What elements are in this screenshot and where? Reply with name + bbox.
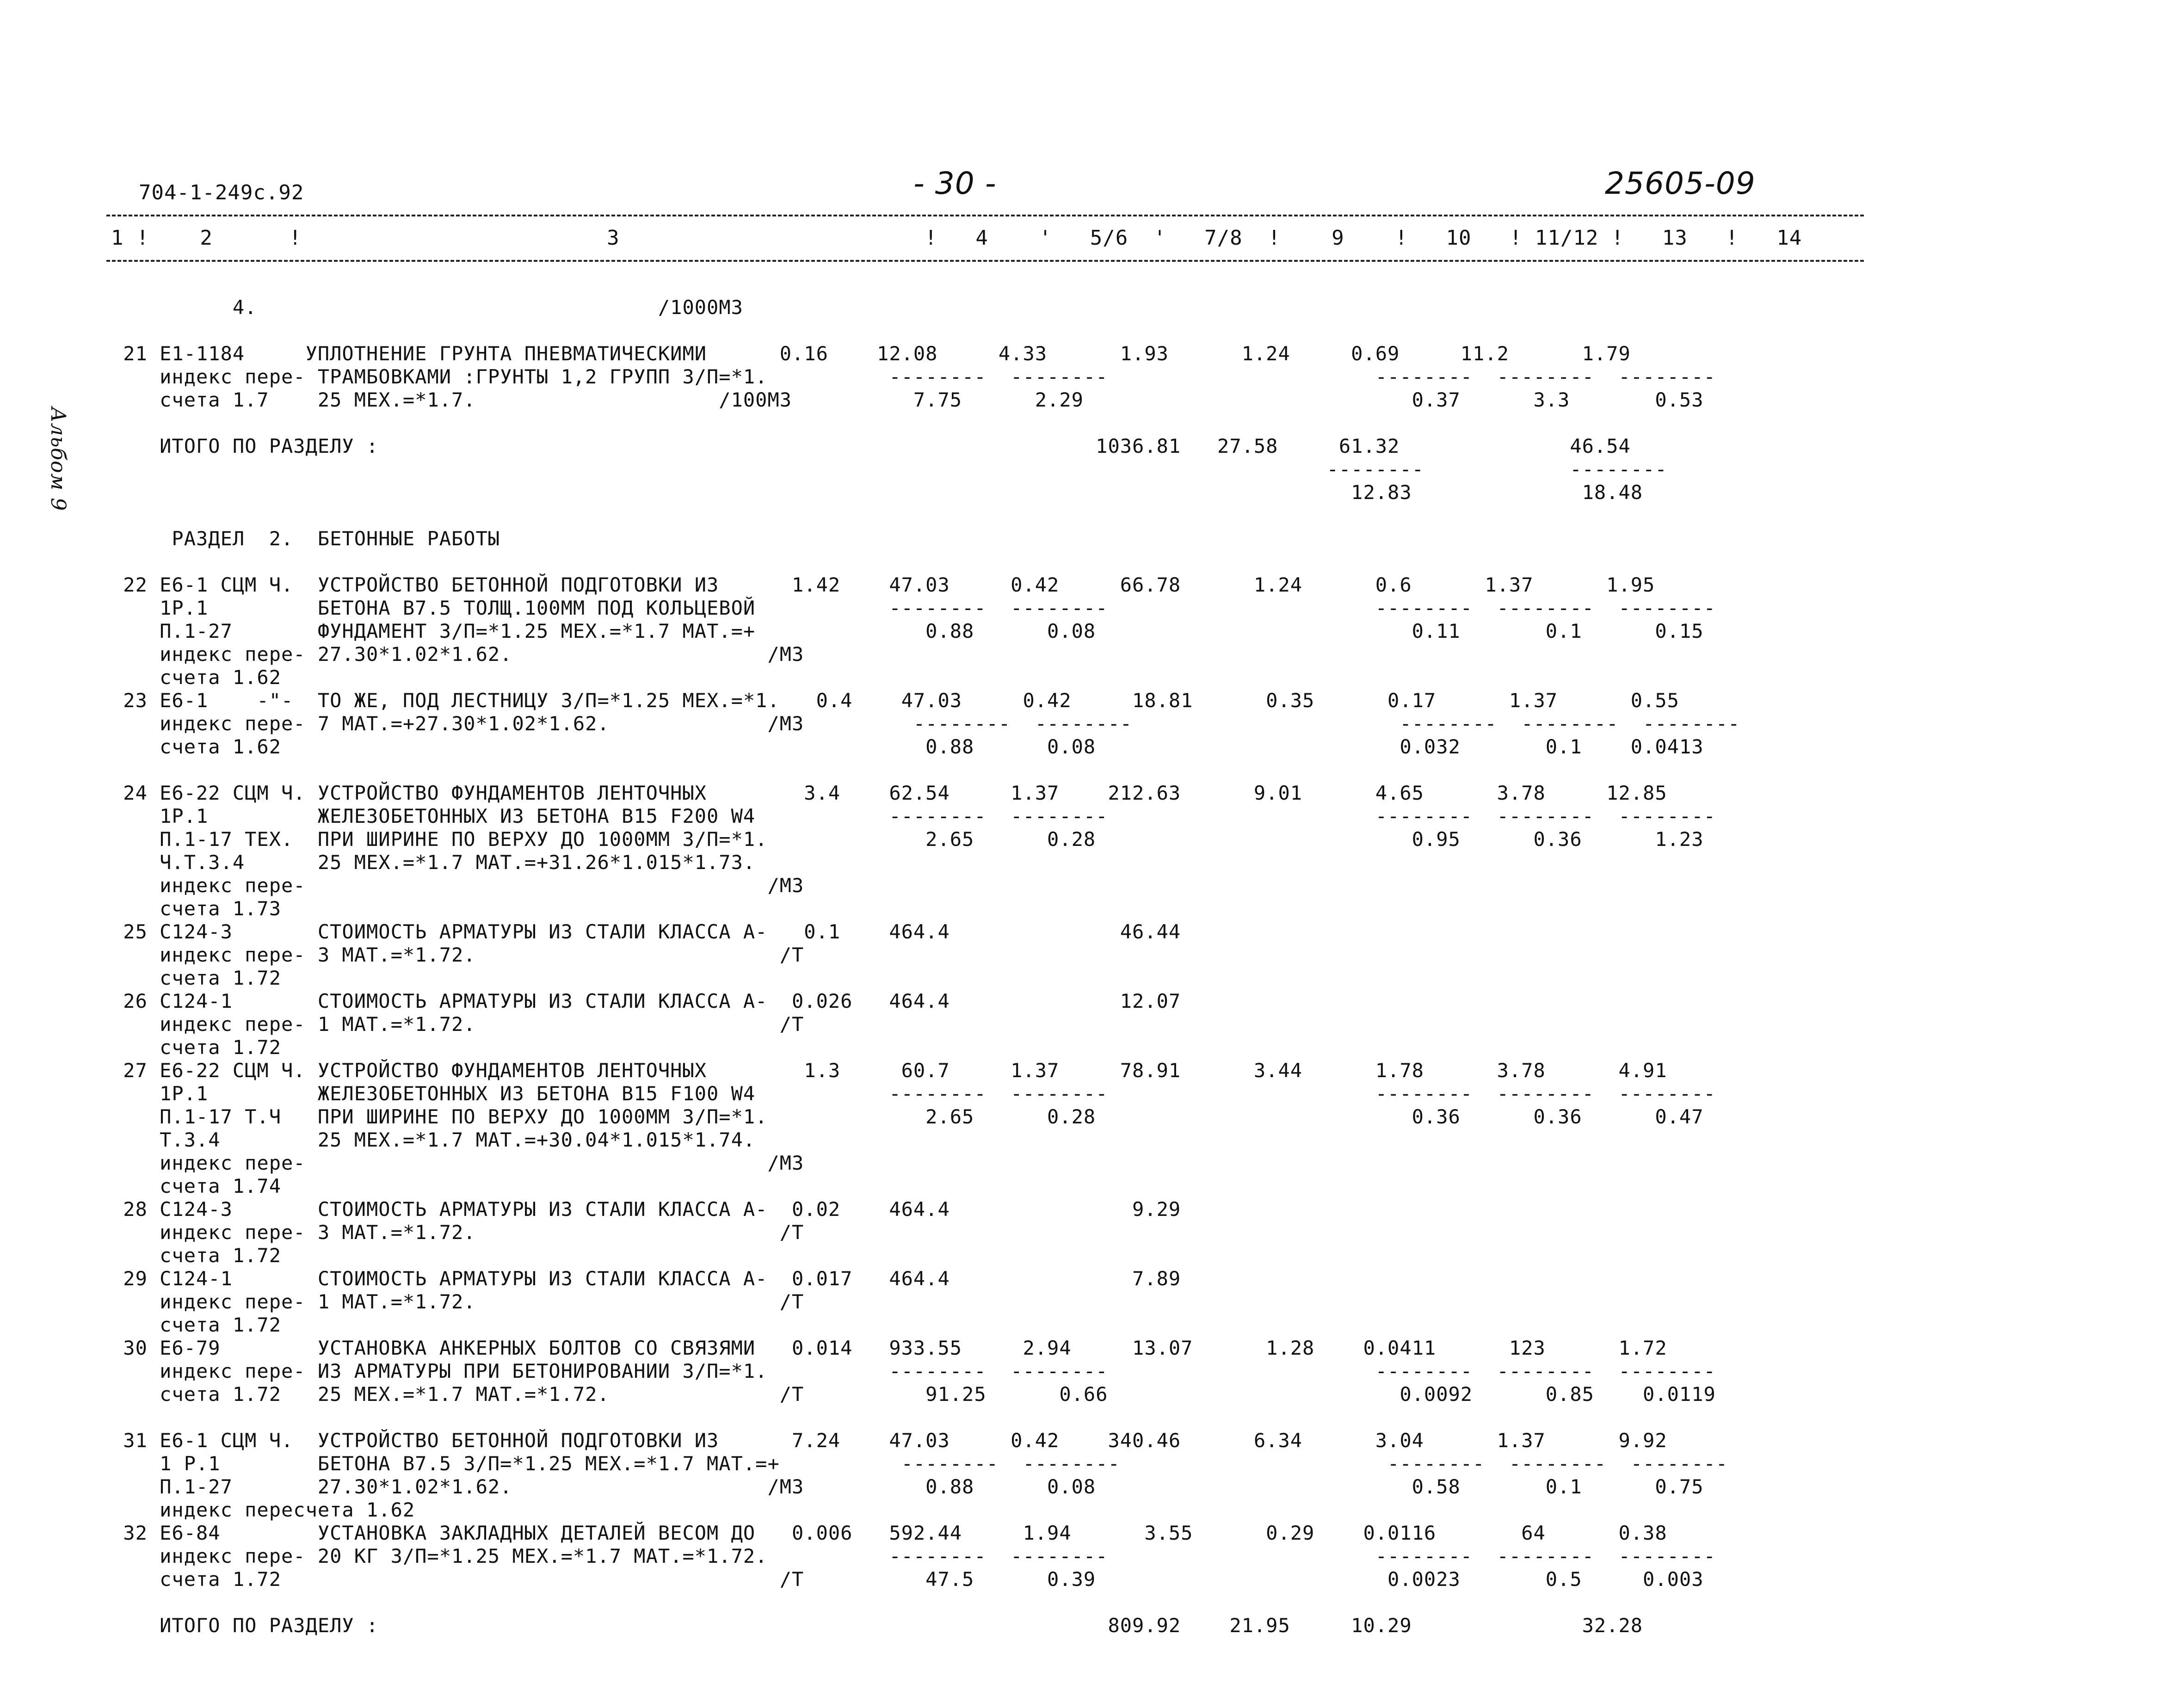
table-row-line: 1 Р.1 БЕТОНА В7.5 З/П=*1.25 МЕХ.=*1.7 МАТ.=+ -------- -------- -------- -------- -------- xyxy=(111,1452,1728,1475)
side-label: Альбом 9 xyxy=(46,407,70,512)
table-row-line: индекс пере- ТРАМБОВКАМИ :ГРУНТЫ 1,2 ГРУПП З/П=*1. -------- -------- -------- -------- -------- xyxy=(111,365,1716,388)
table-row-line: 1Р.1 ЖЕЛЕЗОБЕТОННЫХ ИЗ БЕТОНА В15 F200 W4 -------- -------- -------- -------- -------- xyxy=(111,805,1716,827)
table-row-line: счета 1.72 xyxy=(111,967,282,989)
table-row-line: счета 1.72 xyxy=(111,1036,282,1059)
table-row-line: индекс пере- /М3 xyxy=(111,1152,804,1174)
table-row-line: 32 Е6-84 УСТАНОВКА ЗАКЛАДНЫХ ДЕТАЛЕЙ ВЕСОМ ДО 0.006 592.44 1.94 3.55 0.29 0.0116 64 0.38 xyxy=(111,1522,1667,1544)
table-row-line: П.1-27 ФУНДАМЕНТ З/П=*1.25 МЕХ.=*1.7 МАТ.=+ 0.88 0.08 0.11 0.1 0.15 xyxy=(111,620,1704,642)
table-row-line: 29 С124-1 СТОИМОСТЬ АРМАТУРЫ ИЗ СТАЛИ КЛАССА А- 0.017 464.4 7.89 xyxy=(111,1267,1181,1290)
table-row-line: индекс пере- 1 МАТ.=*1.72. /Т xyxy=(111,1290,804,1313)
table-row-line: счета 1.72 xyxy=(111,1244,282,1267)
table-row-line: -------- -------- xyxy=(111,458,1667,481)
table-row-line: 4. /1000М3 xyxy=(111,296,743,319)
table-row-line: 26 С124-1 СТОИМОСТЬ АРМАТУРЫ ИЗ СТАЛИ КЛАССА А- 0.026 464.4 12.07 xyxy=(111,990,1181,1012)
table-row-line: ИТОГО ПО РАЗДЕЛУ : 1036.81 27.58 61.32 46.54 xyxy=(111,435,1631,457)
table-row-line: счета 1.7 25 МЕХ.=*1.7. /100М3 7.75 2.29 0.37 3.3 0.53 xyxy=(111,388,1704,411)
table-row-line: П.1-17 Т.Ч ПРИ ШИРИНЕ ПО ВЕРХУ ДО 1000ММ З/П=*1. 2.65 0.28 0.36 0.36 0.47 xyxy=(111,1105,1704,1128)
table-row-line: 22 Е6-1 СЦМ Ч. УСТРОЙСТВО БЕТОННОЙ ПОДГОТОВКИ ИЗ 1.42 47.03 0.42 66.78 1.24 0.6 1.37 1.95 xyxy=(111,573,1655,596)
table-row-line: 25 С124-3 СТОИМОСТЬ АРМАТУРЫ ИЗ СТАЛИ КЛАССА А- 0.1 464.4 46.44 xyxy=(111,920,1181,943)
header-rule-bottom xyxy=(106,260,1864,262)
header-rule-top xyxy=(106,215,1864,216)
table-row-line: 1Р.1 БЕТОНА В7.5 ТОЛЩ.100ММ ПОД КОЛЬЦЕВОЙ -------- -------- -------- -------- -------- xyxy=(111,597,1716,619)
table-row-line: Т.3.4 25 МЕХ.=*1.7 МАТ.=+30.04*1.015*1.74. xyxy=(111,1128,756,1151)
table-row-line: 27 Е6-22 СЦМ Ч. УСТРОЙСТВО ФУНДАМЕНТОВ ЛЕНТОЧНЫХ 1.3 60.7 1.37 78.91 3.44 1.78 3.78 4.91 xyxy=(111,1059,1667,1082)
table-row-line: счета 1.72 25 МЕХ.=*1.7 МАТ.=*1.72. /Т 91.25 0.66 0.0092 0.85 0.0119 xyxy=(111,1383,1716,1406)
table-row-line: счета 1.74 xyxy=(111,1175,282,1197)
table-row-line: счета 1.73 xyxy=(111,897,282,920)
table-row-line: П.1-17 ТЕХ. ПРИ ШИРИНЕ ПО ВЕРХУ ДО 1000ММ З/П=*1. 2.65 0.28 0.95 0.36 1.23 xyxy=(111,828,1704,851)
table-row-line: 12.83 18.48 xyxy=(111,481,1643,504)
table-row-line: индекс пере- 1 МАТ.=*1.72. /Т xyxy=(111,1013,804,1036)
table-row-line: Ч.Т.3.4 25 МЕХ.=*1.7 МАТ.=+31.26*1.015*1.73. xyxy=(111,851,756,874)
table-row-line: счета 1.62 0.88 0.08 0.032 0.1 0.0413 xyxy=(111,735,1704,758)
table-row-line: 21 Е1-1184 УПЛОТНЕНИЕ ГРУНТА ПНЕВМАТИЧЕСКИМИ 0.16 12.08 4.33 1.93 1.24 0.69 11.2 1.79 xyxy=(111,342,1631,365)
table-row-line: 1Р.1 ЖЕЛЕЗОБЕТОННЫХ ИЗ БЕТОНА В15 F100 W4 -------- -------- -------- -------- -------- xyxy=(111,1082,1716,1105)
table-row-line: 23 Е6-1 -"- ТО ЖЕ, ПОД ЛЕСТНИЦУ З/П=*1.25 МЕХ.=*1. 0.4 47.03 0.42 18.81 0.35 0.17 1.37 0.55 xyxy=(111,689,1679,712)
table-row-line: 28 С124-3 СТОИМОСТЬ АРМАТУРЫ ИЗ СТАЛИ КЛАССА А- 0.02 464.4 9.29 xyxy=(111,1198,1181,1221)
table-row-line: П.1-27 27.30*1.02*1.62. /М3 0.88 0.08 0.58 0.1 0.75 xyxy=(111,1475,1704,1498)
table-row-line: индекс пере- 27.30*1.02*1.62. /М3 xyxy=(111,643,804,666)
table-row-line: индекс пере- 3 МАТ.=*1.72. /Т xyxy=(111,1221,804,1244)
table-row-line: РАЗДЕЛ 2. БЕТОННЫЕ РАБОТЫ xyxy=(111,527,500,550)
table-row-line: счета 1.72 xyxy=(111,1313,282,1336)
table-row-line: 24 Е6-22 СЦМ Ч. УСТРОЙСТВО ФУНДАМЕНТОВ ЛЕНТОЧНЫХ 3.4 62.54 1.37 212.63 9.01 4.65 3.78 12.85 xyxy=(111,782,1667,804)
table-row-line: счета 1.62 xyxy=(111,666,282,689)
table-row-line: индекс пере- 3 МАТ.=*1.72. /Т xyxy=(111,943,804,966)
table-row-line: индекс пере- /М3 xyxy=(111,874,804,897)
table-row-line: счета 1.72 /Т 47.5 0.39 0.0023 0.5 0.003 xyxy=(111,1568,1704,1591)
page-number: - 30 - xyxy=(913,166,997,201)
table-row-line: индекс пере- ИЗ АРМАТУРЫ ПРИ БЕТОНИРОВАНИИ З/П=*1. -------- -------- -------- -------- -------- xyxy=(111,1360,1716,1382)
stamp-number: 25605-09 xyxy=(1605,166,1756,201)
table-row-line: 30 Е6-79 УСТАНОВКА АНКЕРНЫХ БОЛТОВ СО СВЯЗЯМИ 0.014 933.55 2.94 13.07 1.28 0.0411 123 1.72 xyxy=(111,1337,1667,1359)
column-header-row: 1 ! 2 ! 3 ! 4 ' 5/6 ' 7/8 ! 9 ! 10 ! 11/12 ! 13 ! 14 xyxy=(111,226,1802,250)
table-row-line: ИТОГО ПО РАЗДЕЛУ : 809.92 21.95 10.29 32.28 xyxy=(111,1614,1643,1637)
table-row-line: индекс пере- 7 МАТ.=+27.30*1.02*1.62. /М3 -------- -------- -------- -------- -------- xyxy=(111,712,1740,735)
table-row-line: индекс пере- 20 КГ З/П=*1.25 МЕХ.=*1.7 МАТ.=*1.72. -------- -------- -------- -------- -------- xyxy=(111,1545,1716,1567)
table-row-line: индекс пересчета 1.62 xyxy=(111,1498,415,1521)
table-row-line: 31 Е6-1 СЦМ Ч. УСТРОЙСТВО БЕТОННОЙ ПОДГОТОВКИ ИЗ 7.24 47.03 0.42 340.46 6.34 3.04 1.37 9.92 xyxy=(111,1429,1667,1452)
doc-code: 704-1-249c.92 xyxy=(139,181,304,204)
